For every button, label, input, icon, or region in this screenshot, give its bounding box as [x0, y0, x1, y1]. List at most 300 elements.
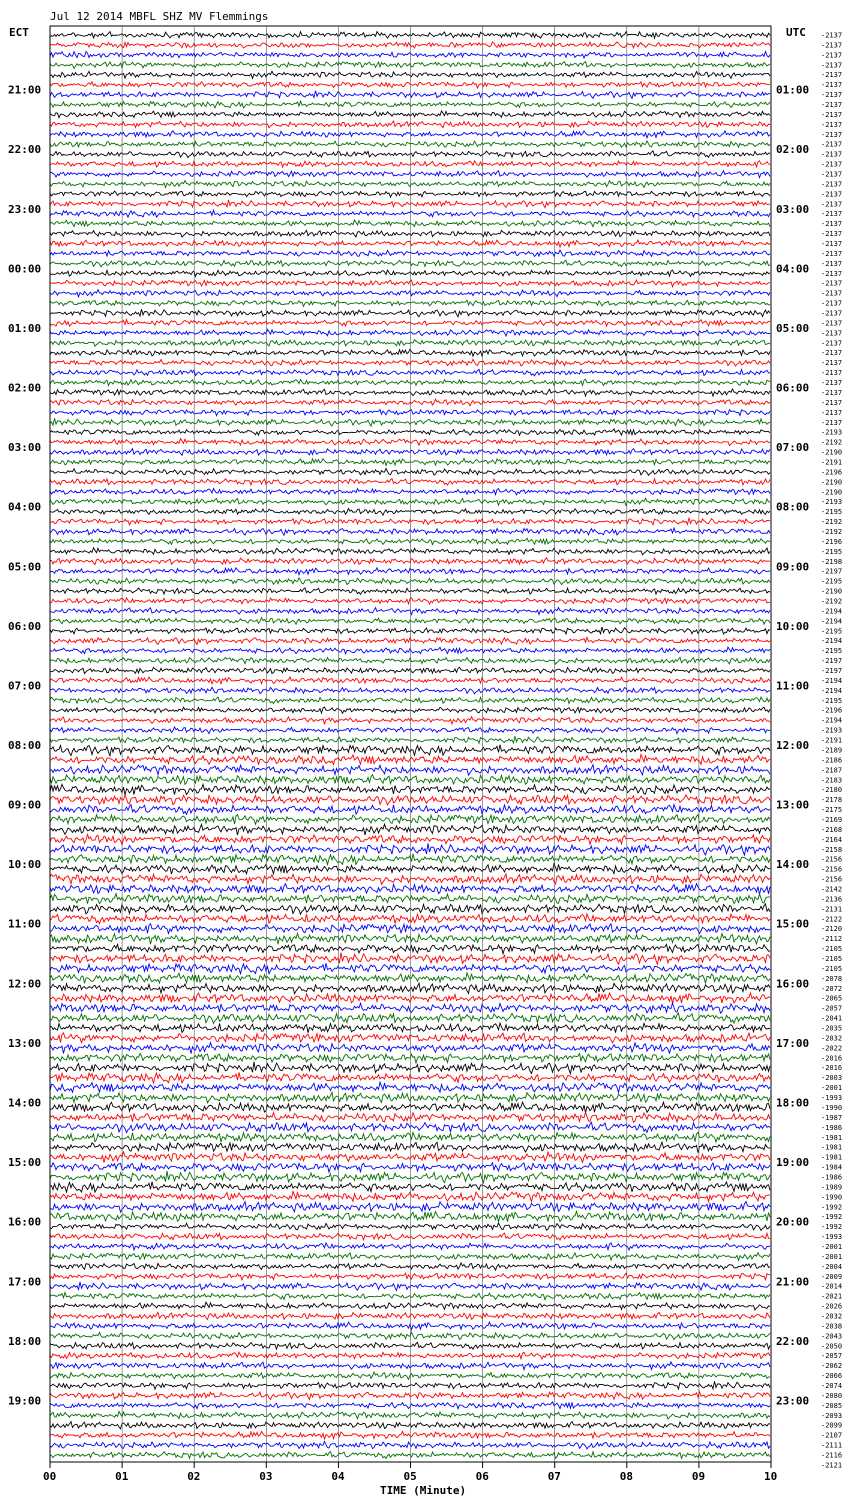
- left-hour-label: 05:00: [8, 560, 42, 574]
- seismic-trace: [50, 864, 770, 874]
- trace-offset-label: -1984: [821, 1163, 843, 1172]
- trace-offset-label: -2137: [821, 31, 843, 40]
- seismic-trace: [50, 973, 770, 983]
- trace-offset-label: -2194: [821, 686, 843, 695]
- seismic-trace: [50, 568, 770, 575]
- seismic-trace: [50, 983, 770, 994]
- seismic-trace: [50, 1013, 770, 1023]
- right-hour-label: 11:00: [776, 679, 810, 693]
- seismic-trace: [50, 329, 770, 336]
- seismic-trace: [50, 854, 770, 865]
- seismic-trace: [50, 1152, 770, 1163]
- seismic-trace: [50, 647, 770, 654]
- seismic-trace: [50, 518, 770, 525]
- seismic-trace: [50, 884, 770, 895]
- seismic-trace: [50, 874, 770, 885]
- seismic-trace: [50, 439, 770, 446]
- seismic-trace: [50, 924, 770, 934]
- seismic-trace: [50, 598, 770, 604]
- x-tick-label: 06: [475, 1470, 489, 1483]
- trace-offset-label: -2195: [821, 696, 843, 705]
- trace-offset-label: -2003: [821, 1074, 843, 1083]
- trace-offset-label: -2156: [821, 865, 843, 874]
- trace-offset-label: -1990: [821, 1104, 843, 1112]
- seismic-trace: [50, 1381, 770, 1389]
- seismic-trace: [50, 418, 770, 426]
- seismic-trace: [50, 548, 770, 555]
- right-hour-label: 16:00: [776, 977, 810, 991]
- seismic-trace: [50, 1112, 770, 1122]
- right-hour-label: 09:00: [776, 560, 810, 574]
- seismic-trace: [50, 784, 770, 795]
- right-hour-label: 12:00: [776, 739, 810, 752]
- trace-offset-label: -2137: [821, 91, 843, 99]
- trace-offset-label: -2137: [821, 359, 843, 368]
- trace-offset-label: -2137: [821, 299, 843, 308]
- right-hour-labels: [776, 84, 809, 1408]
- seismic-trace: [50, 469, 770, 476]
- seismic-trace: [50, 538, 770, 544]
- trace-offset-label: -1986: [821, 1173, 843, 1182]
- seismic-trace: [50, 1043, 770, 1054]
- seismic-trace: [50, 1253, 770, 1261]
- trace-offset-label: -2158: [821, 845, 843, 854]
- left-hour-label: 11:00: [8, 917, 42, 931]
- seismic-trace: [50, 1392, 770, 1400]
- trace-offset-label: -2137: [821, 339, 843, 348]
- seismic-trace: [50, 608, 770, 615]
- trace-offset-label: -2137: [821, 349, 843, 358]
- trace-offset-label: -2137: [821, 140, 843, 149]
- trace-offset-label: -2137: [821, 249, 843, 258]
- left-hour-label: 10:00: [8, 858, 42, 872]
- trace-offset-label: -2193: [821, 498, 843, 507]
- right-hour-label: 15:00: [776, 917, 810, 931]
- seismic-trace: [50, 121, 770, 128]
- seismic-trace: [50, 736, 770, 743]
- seismic-trace: [50, 200, 770, 208]
- seismic-trace: [50, 1233, 770, 1240]
- trace-offset-label: -1993: [821, 1094, 843, 1102]
- seismic-trace: [50, 1142, 770, 1153]
- seismic-trace: [50, 399, 770, 406]
- trace-offset-label: -2180: [821, 786, 843, 795]
- trace-offset-label: -2032: [821, 1312, 843, 1321]
- trace-offset-label: -2137: [821, 41, 843, 50]
- seismic-trace: [50, 141, 770, 148]
- seismic-trace: [50, 1302, 770, 1310]
- x-tick-label: 03: [259, 1470, 273, 1483]
- left-timezone-label: ECT: [9, 26, 29, 39]
- seismic-trace: [50, 240, 770, 247]
- seismic-trace: [50, 369, 770, 375]
- trace-offset-label: -1981: [821, 1153, 843, 1162]
- trace-offset-label: -2107: [821, 1431, 843, 1440]
- seismic-trace: [50, 843, 770, 855]
- trace-offset-label: -2156: [821, 855, 843, 864]
- seismic-trace: [50, 745, 770, 756]
- trace-offset-label: -2186: [821, 756, 843, 765]
- seismic-trace: [50, 1223, 770, 1230]
- seismic-trace: [50, 82, 770, 88]
- trace-offset-label: -2137: [821, 309, 843, 318]
- seismic-trace: [50, 933, 770, 944]
- trace-group: [50, 32, 770, 1459]
- trace-offset-label: -2137: [821, 170, 843, 179]
- seismic-trace: [50, 260, 770, 267]
- seismic-trace: [50, 707, 770, 713]
- x-tick-label: 10: [764, 1470, 778, 1483]
- trace-offset-label: -2137: [821, 51, 843, 60]
- trace-offset-label: -2001: [821, 1084, 843, 1093]
- trace-offset-label: -2137: [821, 150, 843, 159]
- trace-offset-label: -2137: [821, 110, 843, 119]
- seismic-trace: [50, 379, 770, 385]
- trace-offset-label: -2105: [821, 945, 843, 954]
- trace-offset-label: -2195: [821, 508, 843, 517]
- seismic-trace: [50, 627, 770, 634]
- chart-title: Jul 12 2014 MBFL SHZ MV Flemmings: [50, 10, 269, 23]
- seismic-trace: [50, 508, 770, 515]
- seismic-trace: [50, 32, 770, 39]
- trace-offset-label: -2120: [821, 925, 843, 934]
- seismic-trace: [50, 1312, 770, 1319]
- trace-offset-label: -2175: [821, 806, 843, 814]
- trace-offset-label: -2137: [821, 240, 843, 248]
- trace-offset-label: -2187: [821, 766, 843, 775]
- trace-offset-label: -2137: [821, 210, 843, 219]
- seismic-trace: [50, 944, 770, 954]
- trace-offset-label: -2131: [821, 905, 843, 914]
- trace-offset-label: -1992: [821, 1213, 843, 1222]
- seismic-trace: [50, 1362, 770, 1370]
- trace-offset-label: -2057: [821, 1004, 843, 1013]
- right-hour-label: 19:00: [776, 1156, 810, 1170]
- trace-offset-label: -2190: [821, 448, 843, 457]
- seismic-trace: [50, 1263, 770, 1270]
- trace-offset-label: -2195: [821, 627, 843, 636]
- trace-offset-label: -2111: [821, 1441, 843, 1450]
- trace-offset-label: -2043: [821, 1332, 843, 1341]
- seismic-trace: [50, 618, 770, 625]
- seismic-trace: [50, 894, 770, 904]
- trace-offset-label: -2195: [821, 547, 843, 556]
- left-hour-label: 16:00: [8, 1215, 42, 1229]
- seismic-trace: [50, 230, 770, 237]
- left-hour-label: 08:00: [8, 739, 42, 752]
- trace-offset-label: -2192: [821, 528, 843, 536]
- seismic-trace: [50, 1422, 770, 1429]
- seismic-trace: [50, 359, 770, 366]
- left-hour-label: 22:00: [8, 143, 42, 157]
- seismic-trace: [50, 71, 770, 78]
- trace-offset-label: -2137: [821, 120, 843, 129]
- trace-offset-label: -2142: [821, 885, 843, 894]
- trace-offset-label: -2021: [821, 1292, 843, 1301]
- seismic-trace: [50, 775, 770, 785]
- trace-offset-label: -2197: [821, 657, 843, 666]
- trace-offset-label: -1986: [821, 1123, 843, 1132]
- seismic-trace: [50, 657, 770, 664]
- trace-offset-label: -2121: [821, 1461, 843, 1470]
- seismic-trace: [50, 1412, 770, 1420]
- seismic-trace: [50, 993, 770, 1004]
- right-hour-label: 18:00: [776, 1096, 810, 1110]
- trace-offset-label: -2016: [821, 1054, 843, 1063]
- trace-offset-label: -1993: [821, 1233, 843, 1242]
- trace-offset-label: -2137: [821, 160, 843, 169]
- trace-offset-label: -2137: [821, 289, 843, 298]
- trace-offset-label: -2194: [821, 617, 843, 626]
- seismic-trace: [50, 1402, 770, 1409]
- trace-offset-label: -2137: [821, 369, 843, 378]
- seismic-trace: [50, 765, 770, 776]
- trace-offset-label: -1992: [821, 1203, 843, 1212]
- left-hour-label: 06:00: [8, 619, 42, 633]
- trace-offset-label: -2072: [821, 984, 843, 993]
- seismic-trace: [50, 1171, 770, 1183]
- trace-offset-label: -2137: [821, 379, 843, 387]
- right-hour-label: 17:00: [776, 1036, 810, 1050]
- seismic-trace: [50, 1431, 770, 1439]
- seismic-trace: [50, 815, 770, 825]
- right-hour-label: 14:00: [776, 858, 810, 872]
- seismic-trace: [50, 578, 770, 585]
- seismic-trace: [50, 280, 770, 287]
- trace-offset-label: -2190: [821, 478, 843, 487]
- seismic-trace: [50, 111, 770, 118]
- x-tick-label: 02: [187, 1470, 201, 1483]
- trace-offset-label: -2195: [821, 647, 843, 656]
- seismic-trace: [50, 290, 770, 297]
- trace-offset-label: -2192: [821, 597, 843, 606]
- trace-offset-label: -2099: [821, 1421, 843, 1430]
- seismic-trace: [50, 479, 770, 486]
- seismic-trace: [50, 1062, 770, 1074]
- trace-offset-label: -2137: [821, 418, 843, 427]
- right-hour-label: 01:00: [776, 83, 810, 97]
- seismic-trace: [50, 1342, 770, 1349]
- left-hour-label: 14:00: [8, 1096, 42, 1110]
- left-hour-label: 12:00: [8, 977, 42, 991]
- seismic-trace: [50, 1023, 770, 1033]
- seismic-trace: [50, 1003, 770, 1013]
- seismic-trace: [50, 1322, 770, 1330]
- trace-offset-label: -2105: [821, 955, 843, 963]
- seismic-trace: [50, 755, 770, 765]
- seismic-trace: [50, 459, 770, 466]
- trace-offset-label: -2197: [821, 567, 843, 576]
- left-hour-label: 17:00: [8, 1275, 42, 1289]
- seismic-trace: [50, 667, 770, 673]
- seismic-trace: [50, 91, 770, 99]
- trace-offset-label: -2164: [821, 835, 843, 844]
- seismic-trace: [50, 42, 770, 48]
- x-axis-ticks: [43, 1462, 777, 1483]
- seismic-trace: [50, 489, 770, 495]
- seismic-trace: [50, 1191, 770, 1201]
- trace-offset-label: -2191: [821, 458, 843, 467]
- trace-offset-labels: [821, 32, 842, 1470]
- seismic-trace: [50, 52, 770, 59]
- trace-offset-label: -2194: [821, 716, 843, 725]
- seismic-trace: [50, 62, 770, 69]
- right-hour-label: 08:00: [776, 500, 810, 514]
- right-hour-label: 22:00: [776, 1334, 810, 1348]
- trace-offset-label: -2194: [821, 607, 843, 616]
- left-hour-label: 15:00: [8, 1156, 42, 1170]
- trace-offset-label: -2137: [821, 190, 843, 199]
- right-hour-label: 21:00: [776, 1275, 810, 1289]
- right-hour-label: 05:00: [776, 321, 810, 335]
- x-tick-label: 01: [115, 1470, 129, 1483]
- trace-offset-label: -2004: [821, 1262, 843, 1271]
- trace-offset-label: -1981: [821, 1133, 843, 1142]
- seismic-trace: [50, 1273, 770, 1280]
- seismic-trace: [50, 181, 770, 188]
- trace-offset-label: -2156: [821, 875, 843, 884]
- trace-offset-label: -2137: [821, 180, 843, 189]
- left-hour-label: 13:00: [8, 1036, 42, 1050]
- seismic-trace: [50, 1372, 770, 1379]
- right-hour-label: 04:00: [776, 262, 810, 276]
- seismic-trace: [50, 904, 770, 914]
- left-hour-label: 09:00: [8, 798, 42, 812]
- seismic-trace: [50, 795, 770, 805]
- trace-offset-label: -2085: [821, 1401, 843, 1410]
- trace-offset-label: -2009: [821, 1272, 843, 1281]
- seismic-trace: [50, 1243, 770, 1250]
- seismic-trace: [50, 805, 770, 815]
- trace-offset-label: -2116: [821, 1451, 843, 1460]
- trace-offset-label: -1990: [821, 1193, 843, 1202]
- trace-offset-label: -2196: [821, 706, 843, 715]
- seismic-trace: [50, 1082, 770, 1092]
- seismic-trace: [50, 1202, 770, 1213]
- left-hour-label: 01:00: [8, 321, 42, 335]
- trace-offset-label: -1989: [821, 1183, 843, 1192]
- seismic-trace: [50, 1102, 770, 1113]
- seismic-trace: [50, 1292, 770, 1299]
- seismic-trace: [50, 131, 770, 138]
- seismic-trace: [50, 1182, 770, 1193]
- seismic-trace: [50, 191, 770, 197]
- trace-offset-label: -2197: [821, 667, 843, 675]
- trace-offset-label: -2136: [821, 895, 843, 904]
- seismic-trace: [50, 1054, 770, 1064]
- trace-offset-label: -2057: [821, 1352, 843, 1361]
- trace-offset-label: -2065: [821, 994, 843, 1003]
- right-hour-label: 07:00: [776, 441, 810, 455]
- trace-offset-label: -2016: [821, 1064, 843, 1073]
- trace-offset-label: -2001: [821, 1252, 843, 1261]
- seismic-trace: [50, 220, 770, 227]
- seismic-trace: [50, 309, 770, 317]
- seismic-trace: [50, 528, 770, 535]
- x-tick-label: 08: [619, 1470, 634, 1483]
- right-hour-label: 02:00: [776, 143, 810, 157]
- trace-offset-label: -2041: [821, 1014, 843, 1023]
- trace-offset-label: -2122: [821, 915, 843, 924]
- trace-offset-label: -2183: [821, 776, 843, 785]
- trace-offset-label: -2190: [821, 488, 843, 497]
- trace-offset-label: -2137: [821, 71, 843, 80]
- trace-offset-label: -2137: [821, 389, 843, 397]
- right-hour-label: 03:00: [776, 202, 810, 216]
- trace-offset-label: -2062: [821, 1362, 843, 1371]
- trace-offset-label: -2192: [821, 438, 843, 447]
- trace-offset-label: -1992: [821, 1223, 843, 1232]
- trace-offset-label: -2191: [821, 736, 843, 745]
- x-tick-label: 09: [691, 1470, 706, 1483]
- trace-offset-label: -2178: [821, 796, 843, 805]
- seismic-trace: [50, 250, 770, 257]
- seismic-trace: [50, 300, 770, 306]
- seismic-trace: [50, 429, 770, 435]
- trace-offset-label: -2190: [821, 587, 843, 596]
- left-hour-labels: [8, 84, 41, 1408]
- seismic-trace: [50, 717, 770, 724]
- trace-offset-label: -2105: [821, 964, 843, 973]
- right-hour-label: 10:00: [776, 619, 810, 633]
- seismic-trace: [50, 320, 770, 327]
- trace-offset-label: -2038: [821, 1322, 843, 1331]
- trace-offset-label: -2193: [821, 726, 843, 735]
- seismic-trace: [50, 151, 770, 158]
- trace-offset-label: -2137: [821, 220, 843, 229]
- seismic-trace: [50, 834, 770, 844]
- trace-offset-label: -2195: [821, 577, 843, 586]
- left-hour-label: 00:00: [8, 262, 42, 276]
- trace-offset-label: -2112: [821, 935, 843, 944]
- x-tick-label: 04: [331, 1470, 345, 1483]
- trace-offset-label: -2137: [821, 398, 843, 407]
- seismic-trace: [50, 389, 770, 396]
- right-hour-label: 23:00: [776, 1394, 810, 1408]
- left-hour-label: 21:00: [8, 83, 42, 97]
- x-tick-label: 07: [547, 1470, 561, 1483]
- seismic-trace: [50, 637, 770, 644]
- seismic-trace: [50, 1452, 770, 1459]
- right-timezone-label: UTC: [786, 26, 806, 39]
- trace-offset-label: -1981: [821, 1143, 843, 1152]
- seismic-trace: [50, 1092, 770, 1103]
- seismic-trace: [50, 1122, 770, 1132]
- trace-offset-label: -2137: [821, 269, 843, 278]
- trace-offset-label: -2137: [821, 81, 843, 90]
- seismic-trace: [50, 588, 770, 594]
- trace-offset-label: -2194: [821, 677, 843, 685]
- trace-offset-label: -2137: [821, 279, 843, 288]
- trace-offset-label: -2137: [821, 200, 843, 209]
- trace-offset-label: -2080: [821, 1392, 843, 1400]
- seismic-trace: [50, 953, 770, 965]
- seismic-trace: [50, 1072, 770, 1083]
- x-axis-label: TIME (Minute): [380, 1484, 467, 1497]
- seismic-trace: [50, 1132, 770, 1142]
- seismic-trace: [50, 1033, 770, 1043]
- trace-offset-label: -2192: [821, 518, 843, 527]
- seismic-trace: [50, 824, 770, 835]
- trace-offset-label: -2137: [821, 61, 843, 70]
- right-hour-label: 06:00: [776, 381, 810, 395]
- trace-offset-label: -1987: [821, 1113, 843, 1122]
- trace-offset-label: -2198: [821, 557, 843, 566]
- seismic-trace: [50, 1282, 770, 1290]
- trace-offset-label: -2168: [821, 825, 843, 834]
- seismic-trace: [50, 270, 770, 276]
- x-tick-label: 00: [43, 1470, 57, 1483]
